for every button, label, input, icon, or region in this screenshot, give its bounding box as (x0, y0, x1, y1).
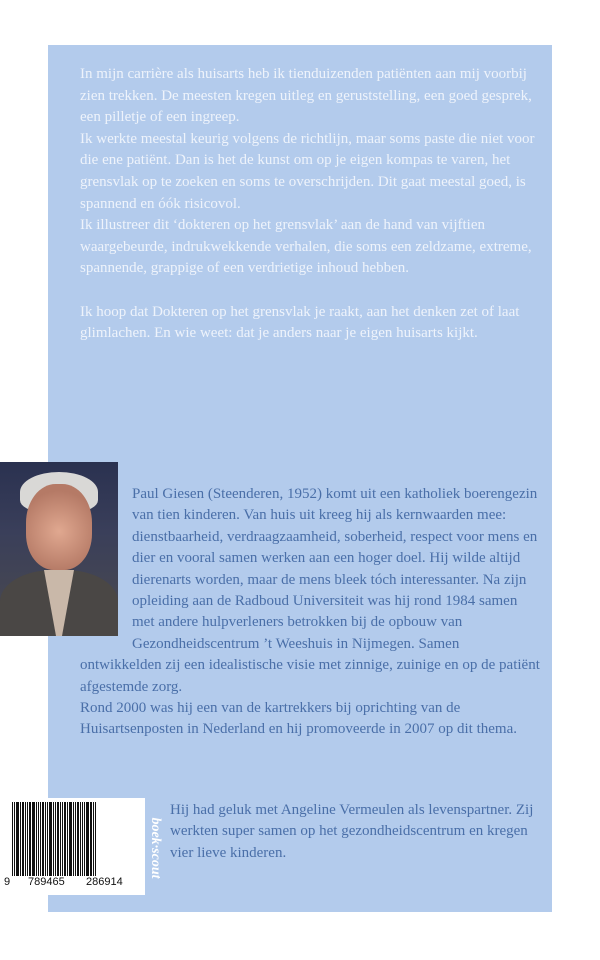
barcode-bar (45, 802, 46, 876)
barcode-bar (14, 802, 15, 876)
barcode-bar (12, 802, 13, 876)
barcode-bar (29, 802, 31, 876)
isbn-barcode (0, 798, 145, 895)
barcode-bar (20, 802, 21, 876)
barcode-bar (90, 802, 92, 876)
barcode-bar (80, 802, 81, 876)
barcode-bar (73, 802, 74, 876)
bio-paragraph: Paul Giesen (Steenderen, 1952) komt uit een katholiek boerengezin van tien kinderen. Van huis uit kreeg hij als kernwaarden mee: dienstbaarheid, verdraagzaamheid, soberheid, respect voor mens en dier en vooral samen werken aan een hoger doel. Hij wilde altijd dierenarts worden, maar de mens bleek tóch interessanter. Na zijn opleiding aan de Radboud Universiteit was hij rond 1984 samen met andere hulpverleners betrokken bij de opbouw van Gezondheidscentrum ’t Weeshuis in Nijmegen. Samen ontwikkelden zij een idealistische visie met zinnige, zuinige en op de patiënt afgestemde zorg. (80, 486, 540, 695)
blurb-paragraph: In mijn carrière als huisarts heb ik tienduizenden patiënten aan mij voorbij zien trekken. De meesten kregen uitleg en geruststelling, een goed gesprek, een pilletje of een ingreep. (80, 66, 532, 126)
barcode-group: 286914 (86, 876, 123, 888)
barcode-bar (22, 802, 24, 876)
barcode-bar (49, 802, 52, 876)
publisher-logo: boek·scout (148, 817, 163, 879)
barcode-bar (42, 802, 44, 876)
barcode-bar (40, 802, 41, 876)
barcode-bar (57, 802, 59, 876)
barcode-bar (16, 802, 19, 876)
blurb-paragraph: Ik illustreer dit ‘dokteren op het grensvlak’ aan de hand van vijftien waargebeurde, indrukwekkende verhalen, die soms een zeldzame, extreme, spannende, grappige of een verdrietige inhoud hebben. (80, 217, 532, 277)
barcode-bar (55, 802, 56, 876)
blurb-text (80, 64, 540, 345)
barcode-bar (93, 802, 94, 876)
barcode-bar (84, 802, 85, 876)
blurb-paragraph: Ik werkte meestal keurig volgens de richtlijn, maar soms paste die niet voor die ene patiënt. Dan is het de kunst om op je eigen kompas te varen, het grensvlak op te zoeken en soms te overschrijden. Dit gaat meestal goed, is spannend en óók risicovol. (80, 130, 535, 212)
barcode-bar (60, 802, 61, 876)
barcode-bar (75, 802, 76, 876)
barcode-bar (86, 802, 89, 876)
barcode-bar (27, 802, 28, 876)
barcode-digit: 9 (4, 876, 11, 888)
barcode-bar (95, 802, 96, 876)
barcode-bar (69, 802, 72, 876)
barcode-bar (62, 802, 63, 876)
barcode-bar (82, 802, 83, 876)
barcode-group: 789465 (28, 876, 65, 888)
barcode-bar (32, 802, 35, 876)
bio-paragraph: Hij had geluk met Angeline Vermeulen als levenspartner. Zij werkten super samen op het gezondheidscentrum en kregen vier lieve kinderen. (170, 802, 534, 861)
barcode-bar (67, 802, 68, 876)
barcode-bar (25, 802, 26, 876)
bio-paragraph: Rond 2000 was hij een van de kartrekkers bij oprichting van de Huisartsenposten in Nederland en hij promoveerde in 2007 op dit thema. (80, 700, 517, 738)
barcode-bar (47, 802, 48, 876)
barcode-bar (53, 802, 54, 876)
blurb-paragraph: Ik hoop dat Dokteren op het grensvlak je raakt, aan het denken zet of laat glimlachen. En wie weet: dat je anders naar je eigen huisarts kijkt. (80, 303, 520, 342)
barcode-bar (36, 802, 37, 876)
barcode-bar (38, 802, 39, 876)
author-bio (80, 484, 540, 741)
barcode-bar (64, 802, 66, 876)
barcode-bar (77, 802, 79, 876)
